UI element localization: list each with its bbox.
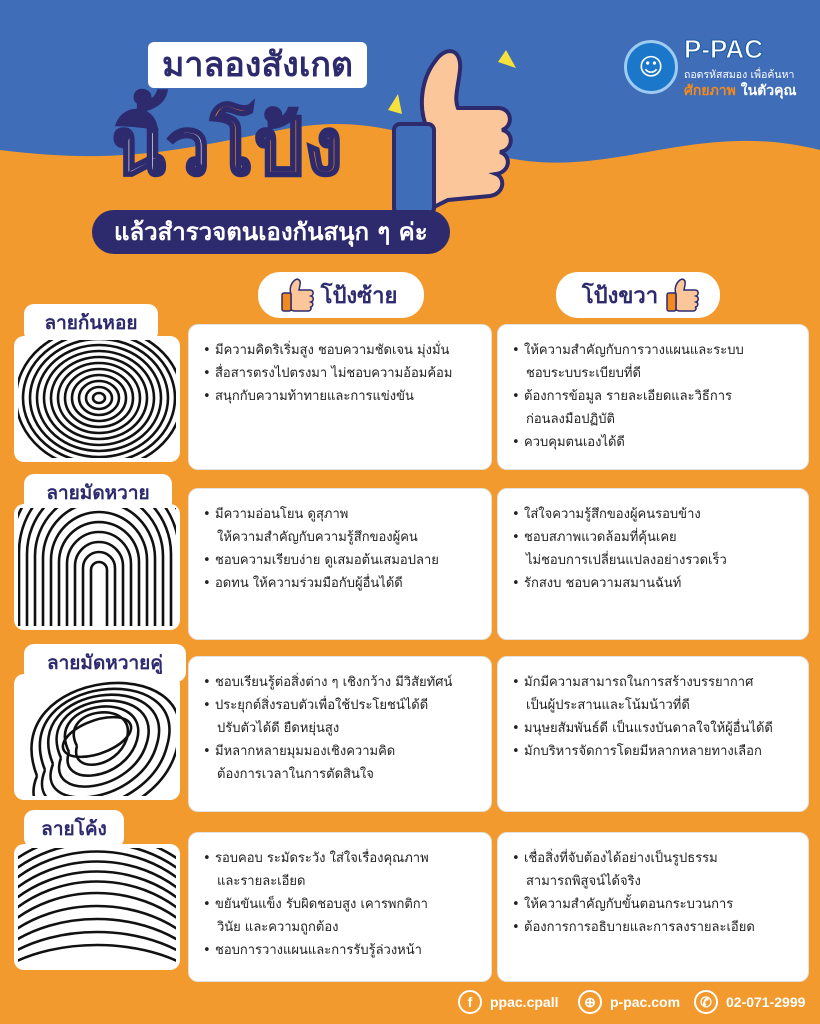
facebook-icon: f	[458, 990, 482, 1014]
column-label-left: โป้งซ้าย	[320, 283, 398, 309]
logo-tagline1: ถอดรหัสสมอง เพื่อค้นหา	[684, 69, 795, 81]
thumbs-up-icon	[664, 277, 700, 313]
list-item: • ประยุกต์สิ่งรอบตัวเพื่อใช้ประโยชน์ได้ดี ปรับตัวได้ดี ยืดหยุ่นสูง	[203, 694, 481, 740]
title-main-b: โป้ง	[211, 103, 344, 193]
logo-tagline2-b: ในตัวคุณ	[735, 83, 797, 99]
list-item: • มนุษยสัมพันธ์ดี เป็นแรงบันดาลใจให้ผู้อื่นได้ดี	[512, 717, 798, 740]
footer-website[interactable]	[578, 988, 680, 1016]
card-loop-right	[497, 488, 809, 640]
card-double-loop-right	[497, 656, 809, 812]
list-item: • ให้ความสำคัญกับการวางแผนและระบบ ชอบระบบระเบียบที่ดี	[512, 339, 798, 385]
row-label-double-loop: ลายมัดหวายคู่	[24, 644, 186, 682]
logo-tagline2	[684, 80, 796, 102]
thumbs-up-icon	[279, 277, 315, 313]
card-whorl-left	[188, 324, 492, 470]
column-label-right: โป้งขวา	[581, 283, 659, 309]
card-arch-left	[188, 832, 492, 982]
list-item: • มักมีความสามารถในการสร้างบรรยากาศ เป็นผู้ประสานและโน้มน้าวที่ดี	[512, 671, 798, 717]
list-item: • ต้องการการอธิบายและการลงรายละเอียด	[512, 916, 798, 939]
fingerprint-arch-image	[14, 844, 180, 970]
list-item: • รักสงบ ชอบความสมานฉันท์	[512, 572, 798, 595]
phone-icon: ✆	[694, 990, 718, 1014]
list-item: • ควบคุมตนเองได้ดี	[512, 431, 798, 454]
list-item: • สื่อสารตรงไปตรงมา ไม่ชอบความอ้อมค้อม	[203, 362, 481, 385]
list-item: • มักบริหารจัดการโดยมีหลากหลายทางเลือก	[512, 740, 798, 763]
row-label-whorl: ลายก้นหอย	[24, 304, 158, 342]
card-whorl-right	[497, 324, 809, 470]
list-item: • ชอบความเรียบง่าย ดูเสมอต้นเสมอปลาย	[203, 549, 481, 572]
brain-head-icon: ☺	[624, 40, 678, 94]
title-line1: มาลองสังเกต	[148, 42, 367, 88]
phone-number: 02-071-2999	[726, 994, 806, 1010]
card-loop-left	[188, 488, 492, 640]
list-item: • ให้ความสำคัญกับขั้นตอนกระบวนการ	[512, 893, 798, 916]
title-main-a: นิ้ว	[112, 103, 212, 193]
row-label-arch: ลายโค้ง	[24, 810, 124, 848]
list-item: • ชอบสภาพแวดล้อมที่คุ้นเคย ไม่ชอบการเปลี่ยนแปลงอย่างรวดเร็ว	[512, 526, 798, 572]
row-label-loop: ลายมัดหวาย	[24, 474, 172, 512]
list-item: • มีความอ่อนโยน ดูสุภาพ ให้ความสำคัญกับความรู้สึกของผู้คน	[203, 503, 481, 549]
globe-icon: ⊕	[578, 990, 602, 1014]
ppac-logo	[624, 36, 804, 100]
title-main	[112, 98, 344, 198]
column-header-right	[556, 272, 720, 318]
thumbs-up-icon	[388, 40, 518, 218]
footer-phone[interactable]	[694, 988, 805, 1016]
title-line3: แล้วสำรวจตนเองกันสนุก ๆ ค่ะ	[92, 210, 450, 254]
list-item: • ขยันขันแข็ง รับผิดชอบสูง เคารพกติกา วินัย และความถูกต้อง	[203, 893, 481, 939]
fingerprint-loop-image	[14, 504, 180, 630]
fingerprint-double-loop-image	[14, 674, 180, 800]
card-double-loop-left	[188, 656, 492, 812]
fingerprint-whorl-image	[14, 336, 180, 462]
list-item: • รอบคอบ ระมัดระวัง ใส่ใจเรื่องคุณภาพ และรายละเอียด	[203, 847, 481, 893]
list-item: • ต้องการข้อมูล รายละเอียดและวิธีการ ก่อนลงมือปฏิบัติ	[512, 385, 798, 431]
list-item: • สนุกกับความท้าทายและการแข่งขัน	[203, 385, 481, 408]
list-item: • มีหลากหลายมุมมองเชิงความคิด ต้องการเวลาในการตัดสินใจ	[203, 740, 481, 786]
logo-name: P-PAC	[684, 34, 763, 64]
website-url: p-pac.com	[610, 994, 681, 1010]
facebook-handle: ppac.cpall	[490, 994, 559, 1010]
footer-facebook[interactable]	[458, 988, 558, 1016]
list-item: • มีความคิดริเริ่มสูง ชอบความชัดเจน มุ่งมั่น	[203, 339, 481, 362]
list-item: • ใส่ใจความรู้สึกของผู้คนรอบข้าง	[512, 503, 798, 526]
list-item: • ชอบการวางแผนและการรับรู้ล่วงหน้า	[203, 939, 481, 962]
list-item: • เชื่อสิ่งที่จับต้องได้อย่างเป็นรูปธรรม สามารถพิสูจน์ได้จริง	[512, 847, 798, 893]
list-item: • ชอบเรียนรู้ต่อสิ่งต่าง ๆ เชิงกว้าง มีวิสัยทัศน์	[203, 671, 481, 694]
logo-tagline2-a: ศักยภาพ	[684, 83, 736, 99]
column-header-left	[258, 272, 424, 318]
card-arch-right	[497, 832, 809, 982]
list-item: • อดทน ให้ความร่วมมือกับผู้อื่นได้ดี	[203, 572, 481, 595]
